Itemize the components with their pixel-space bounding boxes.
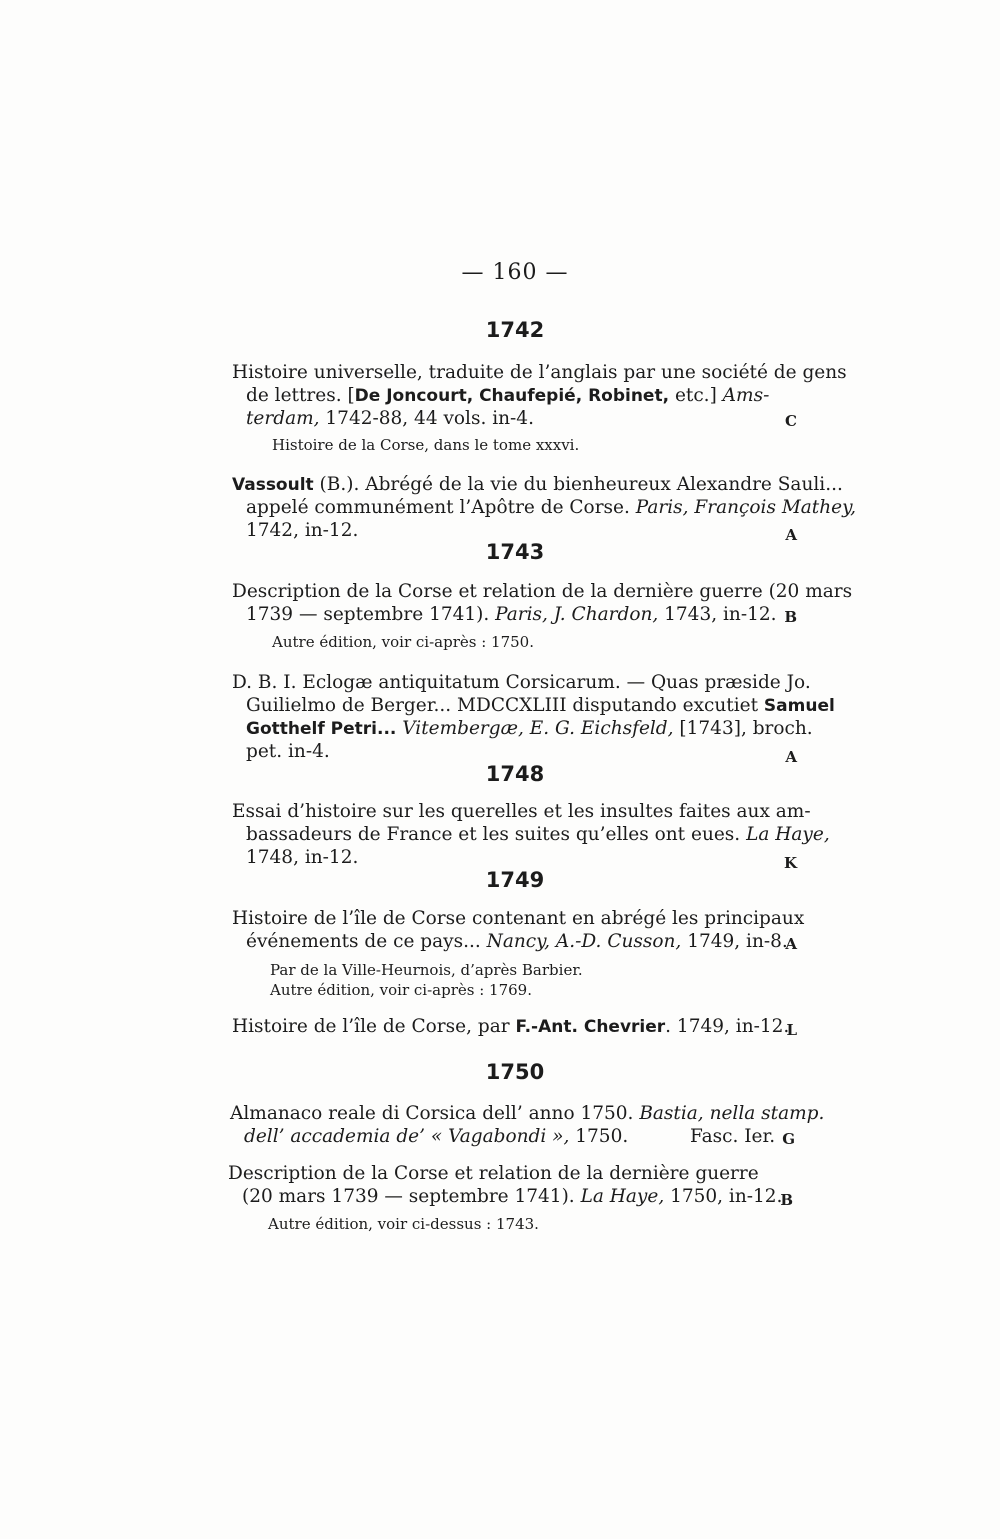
publication-place: Nancy, A.-D. Cusson, xyxy=(486,931,682,952)
text-segment: 1750, in-12. xyxy=(664,1186,783,1207)
text-segment: 1739 — septembre 1741). xyxy=(246,604,496,625)
library-letter: B xyxy=(780,1191,793,1209)
library-letter: A xyxy=(785,526,797,544)
publication-place: Vitembergæ, E. G. Eichsfeld, xyxy=(396,718,674,739)
entry-line: Description de la Corse et relation de la dernière guerre xyxy=(228,1163,759,1184)
entry-line xyxy=(232,496,856,519)
entry-line: Histoire universelle, traduite de l’anglais par une société de gens xyxy=(232,362,847,383)
library-letter: A xyxy=(785,748,797,766)
text-segment: événements de ce pays... xyxy=(246,931,487,952)
author-name: Gotthelf Petri... xyxy=(246,719,397,739)
text-segment: Almanaco reale di Corsica dell’ anno 1750. xyxy=(230,1103,640,1124)
entry-line xyxy=(232,603,797,626)
entry-line xyxy=(232,694,835,717)
text-segment: 1743, in-12. xyxy=(658,604,777,625)
entry-line xyxy=(228,1185,793,1208)
entry-line xyxy=(232,384,797,407)
entry-line xyxy=(232,473,843,496)
year-heading-1750: 1750 xyxy=(485,1060,545,1084)
entry-eclogae xyxy=(232,671,835,766)
text-segment: appelé communément l’Apôtre de Corse. xyxy=(246,497,636,518)
entry-description-1750 xyxy=(228,1162,793,1208)
text-segment: 1750. xyxy=(569,1126,629,1147)
year-heading-1748: 1748 xyxy=(485,762,545,786)
publication-place: terdam, xyxy=(246,408,320,429)
entry-note: Par de la Ville-Heurnois, d’après Barbier. xyxy=(270,961,583,979)
entry-note: Autre édition, voir ci-après : 1750. xyxy=(272,633,534,651)
entry-note: Autre édition, voir ci-après : 1769. xyxy=(270,981,532,999)
publication-place: Paris, J. Chardon, xyxy=(495,604,659,625)
year-heading-1749: 1749 xyxy=(485,868,545,892)
publication-place: La Haye, xyxy=(746,824,830,845)
entry-line xyxy=(232,930,797,953)
publisher: dell’ accademia de’ « Vagabondi », xyxy=(244,1126,570,1147)
text-segment: pet. in-4. xyxy=(246,741,330,762)
text-segment: 1742, in-12. xyxy=(246,520,359,541)
text-segment: 1748, in-12. xyxy=(246,847,359,868)
library-letter: C xyxy=(785,412,797,430)
year-heading-1742: 1742 xyxy=(485,318,545,342)
entry-line xyxy=(232,519,797,542)
library-letter: B xyxy=(784,608,797,626)
text-segment: etc.] xyxy=(669,385,723,406)
author-name: Vassoult xyxy=(232,475,314,495)
entry-line xyxy=(232,1015,797,1038)
page-number: — 160 — xyxy=(461,260,569,285)
entry-vassoult xyxy=(232,473,856,544)
entry-essai-histoire xyxy=(232,800,830,872)
entry-description-1743 xyxy=(232,580,853,626)
library-letter: L xyxy=(786,1021,797,1039)
entry-line: Description de la Corse et relation de la dernière guerre (20 mars xyxy=(232,581,853,602)
entry-line xyxy=(230,1102,825,1125)
author-name: F.-Ant. Chevrier xyxy=(515,1017,666,1037)
year-heading-1743: 1743 xyxy=(485,540,545,564)
library-letter: A xyxy=(785,935,797,953)
entry-line xyxy=(232,823,830,846)
entry-line xyxy=(232,717,813,740)
entry-line: Histoire de l’île de Corse contenant en abrégé les principaux xyxy=(232,908,805,929)
text-segment: (B.). Abrégé de la vie du bienheureux Alexandre Sauli... xyxy=(313,474,843,495)
entry-note: Histoire de la Corse, dans le tome xxxvi. xyxy=(272,436,580,454)
entry-line xyxy=(232,740,797,766)
text-segment: de lettres. [ xyxy=(246,385,355,406)
entry-almanaco xyxy=(230,1102,825,1148)
entry-line xyxy=(232,846,797,872)
text-segment: Guilielmo de Berger... MDCCXLIII disputando excutiet xyxy=(246,695,764,716)
entry-line: D. B. I. Eclogæ antiquitatum Corsicarum. — Quas præside Jo. xyxy=(232,672,811,693)
fascicle: Fasc. Ier. xyxy=(690,1126,776,1147)
entry-note: Autre édition, voir ci-dessus : 1743. xyxy=(268,1215,539,1233)
text-segment: . 1749, in-12. xyxy=(665,1016,790,1037)
author-names: De Joncourt, Chaufepié, Robinet, xyxy=(354,386,670,406)
entry-line xyxy=(230,1125,795,1148)
entry-line: Essai d’histoire sur les querelles et les insultes faites aux am- xyxy=(232,801,811,822)
text-segment: 1749, in-8. xyxy=(681,931,788,952)
publication-place: Bastia, nella stamp. xyxy=(639,1103,825,1124)
text-segment: bassadeurs de France et les suites qu’elles ont eues. xyxy=(246,824,747,845)
entry-line xyxy=(232,407,797,430)
publication-place: Ams- xyxy=(722,385,770,406)
library-letter: K xyxy=(783,854,797,872)
library-letter: G xyxy=(782,1130,795,1148)
entry-histoire-universelle xyxy=(232,361,847,430)
text-segment: Histoire de l’île de Corse, par xyxy=(232,1016,516,1037)
text-segment: [1743], broch. xyxy=(673,718,813,739)
author-name: Samuel xyxy=(763,696,835,716)
publication-place: La Haye, xyxy=(580,1186,665,1207)
publication-place: Paris, François Mathey, xyxy=(635,497,856,518)
entry-histoire-ile-1749 xyxy=(232,907,805,953)
text-segment: 1742-88, 44 vols. in-4. xyxy=(319,408,534,429)
entry-chevrier xyxy=(232,1015,797,1038)
text-segment: (20 mars 1739 — septembre 1741). xyxy=(242,1186,581,1207)
